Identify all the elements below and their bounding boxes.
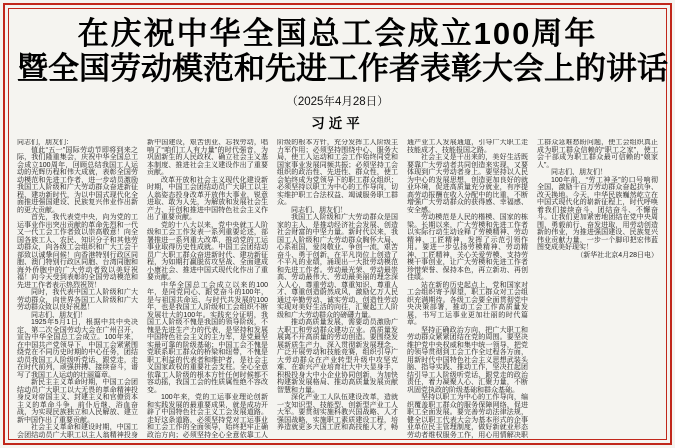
wire-credit: （新华社北京4月28日电）: [576, 251, 658, 259]
body-paragraph: 社会主义是干出来的，美好生活既要靠广大劳动者共同创造来实现，又要体现到广大劳动者身上。要坚持以人民为中心的发展思想，创造更加良好的就业环境，促进高质量充分就业，有序提高劳动报酬在收入分配中的比重，不断增强广大劳动群众的获得感、幸福感、安全感。: [407, 154, 528, 214]
body-paragraph: 坚持正确政治方向，把广大职工和劳动群众紧紧团结在党的周围。要坚决维护党中央权威和集中统一领导，把党的领导贯彻到工会工作全过程各方面，用新时代中国特色社会主义思想武装头脑、指导实践、推动工作，坚决扛起团结引导工人阶级听党话、跟党走的政治责任，着力凝聚人心、汇聚力量，不断巩固党执政的阶级基础和群众基础。: [407, 326, 528, 394]
body-paragraph: 首先，我代表党中央，向为党的工运事业作出突出贡献的革命先烈和一代又一代工会工作者致以崇高敬意！向全国各族工人、农民、知识分子和其他劳动群众，向各级工会组织和广大工会干部致以诚挚问候！向香港特别行政区同胞、澳门特别行政区同胞、台湾同胞和海外侨胞中的广大劳动者致以美好祝福！向今天受到表彰的全国劳动模范和先进工作者表示热烈祝贺！: [17, 214, 138, 289]
body-paragraph: 中华全国总工会成立以来的100年，是同党同心、跟党奋斗的100年，是与祖国共命运、与时代共发展的100年，也是我国工人阶级和工会组织不断发展壮大的100年。实践充分证明，我国工人阶级不愧是我国的领导阶级，不愧是先进生产力的代表，是坚持和发展中国特色社会主义的主力军，是党最坚实最可靠的阶级基础；中国工会不愧是党联系职工群众的桥梁和纽带，不愧是职工利益的代表者和维护者，是社会主义国家政权的重要社会支柱。全心全意依靠工人阶级的根本方针任何时候都不容动摇，我国工会的性质属性绝不容改变。: [147, 281, 268, 394]
article-body: [17, 139, 658, 444]
body-paragraph: 同志们，朋友们：: [17, 139, 73, 147]
title-line-1: 在庆祝中华全国总工会成立100周年: [77, 16, 598, 51]
body-paragraph: 站在新的历史起点上，党和国家对工会组织寄予厚望，职工群众对工会组织充满期待。各级工会要全面贯彻党中央决策部署，推动工会工作高质量发展，书写工运事业更加壮丽的时代篇章。: [407, 281, 528, 327]
body-paragraph: 同志们、朋友们！: [31, 311, 87, 319]
body-paragraph: 深化产业工人队伍建设改革，造就一支知识型、技能型、创新型产业工人大军。要贯彻实施科教兴国战略、人才强国战略，实施职工素质建设工程，培养造就更多大国工匠和高技能人才，畅通产业工人发展通道，引导广大职工走技能成才、技能报国之路。: [277, 139, 528, 432]
author-byline: 习近平: [311, 116, 364, 132]
page-title: [17, 16, 668, 86]
body-paragraph: 同志们、朋友们！: [551, 169, 607, 177]
body-paragraph: 值此“五一”国际劳动节即将到来之际，我们隆重集会，庆祝中华全国总工会成立100周年，回顾总结我国工人运动的光辉历程和伟大成就，表彰全国劳动模范和先进工作者，进一步动员激励我国工人阶级和广大劳动群众奋进新征程、建功新时代，为以中国式现代化全面推进强国建设、民族复兴伟业作出新的更大贡献。: [17, 146, 138, 214]
body-paragraph: 100年前，“劳工神圣”的口号响彻全国，激励千百万劳动群众奋起抗争、改天换地。今天，中华民族巍然屹立在中国式现代化的崭新征程上，时代呼唤着我们接续奋斗、团结奋斗、不懈奋斗。让我们更加紧密地团结在党中央周围，勇毅前行、奋发进取，用劳动创造新的伟业，为推进强国建设、民族复兴伟业贡献力量，一步一个脚印把宏伟蓝图变成美好现实！: [537, 176, 658, 252]
dateline: （2025年4月28日）: [286, 96, 389, 109]
body-paragraph: 新民主主义革命时期，中国工会团结动员广大职工以大无畏的革命精神投身反对帝国主义、封建主义和官僚资本主义的革命斗争，前仆后继、浴血奋战，为实现民族独立和人民解放、建立新中国作出了重要贡献。: [17, 379, 138, 424]
body-paragraph: 社会主义革命和建设时期，中国工会团结动员广大职工以主人翁精神投身新中国建设，艰苦创业、忘我劳动，唱响了“咱们工人有力量”的时代强音，为巩固新生的人民政权、确立社会主义基本制度、推进社会主义建设作出了重要贡献。: [17, 139, 268, 439]
body-paragraph: 党的十八大以来，党中央就工人阶级和工会工作发表一系列重要论述，部署推进一系列重大改革，推动党的工运事业取得历史性成就。中国工会团结动员广大职工群众奋进新时代、建功新征程，为如期打赢脱贫攻坚战、全面建成小康社会、推进中国式现代化作出了重要贡献。: [147, 221, 268, 282]
page-content: [11, 11, 668, 439]
body-paragraph: 同志们、朋友们！: [291, 206, 347, 214]
body-paragraph: 同时，我代表中国工人阶级和广大劳动群众，向世界各国工人阶级和广大劳动群众致以良好祝愿！: [17, 289, 138, 312]
body-paragraph: 我国工人阶级和广大劳动群众是国家的主人，是推动经济社会发展、创造社会财富的中坚力量。新时代以来，我国工人阶级和广大劳动群众胸怀大局、心系祖国，爱岗敬业、争创一流，艰苦奋斗、勇于创新，在平凡岗位上创造了不平凡的业绩，涌现出一大批劳动模范和先进工作者。劳动最光荣、劳动最崇高、劳动最伟大、劳动最美丽的理念深入人心，尊重劳动、尊重知识、尊重人才、尊重创造蔚然成风，激励亿万人民通过辛勤劳动、诚实劳动、创造性劳动实现对美好生活的向往，汇聚起工人阶级和广大劳动群众的磅礴力量。: [277, 214, 398, 319]
body-paragraph: 坚持以职工为中心的工作导向，编织覆盖职工群众的服务保障网络，促进职工全面发展。要完善劳动法律法规，健全以职工代表大会为基本形式的企事业单位民主管理制度，做好新就业形态劳动者维权服务工作，用心用情解决职工群众急难愁盼问题，使工会组织真正成为职工群众信赖的“职工之家”，使工会干部成为职工群众最可信赖的“娘家人”。: [407, 139, 658, 439]
body-paragraph: 劳动模范是人民的楷模、国家的栋梁。长期以来，广大劳模和先进工作者以实际行动生动诠释了劳模精神、劳动精神、工匠精神，发挥了示范引领作用。要进一步弘扬劳模精神、劳动精神、工匠精神，关心关爱劳模、支持劳模干事创业，让广大劳模和先进工作者珍惜荣誉、保持本色，再立新功、再创佳绩。: [407, 214, 528, 282]
body-paragraph: 推动高质量发展，需要动员激励广大职工和劳动群众建功立业。高质量发展离不开高质量的劳动创造。要围绕发展新质生产力，深入贯彻新发展理念，广泛开展劳动和技能竞赛，组织引导广大劳动群众在产业转型升级中攻坚克难、在新兴产业培育壮大中大显身手，积极投身大中小企业协同创新，为加快构建新发展格局、推动高质量发展贡献智慧和力量。: [277, 319, 398, 394]
body-paragraph: 改革开放和社会主义现代化建设新时期，中国工会团结动员广大职工以主人翁姿态投身改革开放伟大事业，锐意进取、敢为人先，为解放和发展社会生产力、开创和推进中国特色社会主义作出了重要贡献。: [147, 176, 268, 222]
body-paragraph: 1925年5月1日，根据中共中央决定，第二次全国劳动大会在广州召开，宣告中华全国总工会成立。100年来，在中国共产党领导下，中国工会紧紧围绕党在不同历史时期的中心任务，团结动员我国工人阶级听党话、跟党走，走在时代前列，顽强拼搏、接续奋斗，谱写了我国工人运动的壮丽篇章。: [17, 319, 138, 379]
title-line-2: 暨全国劳动模范和先进工作者表彰大会上的讲话: [17, 50, 668, 86]
body-paragraph: 100年来，党的工运事业理论创新和实践发展的最重要成果，就是成功开辟了中国特色社会主义工会发展道路。走好这条道路，必须坚持党对工运事业和工会工作的全面领导，始终把牢正确政治方向；必须坚持全心全意依靠工人阶级的根本方针，充分发挥工人阶级主力军作用；必须坚持围绕中心、服务大局，使工人运动和工会工作始终同党和国家事业发展同频共振；必须坚持工会组织的政治性、先进性、群众性，使工会始终成为党领导下的职工群众组织；必须坚持以职工为中心的工作导向，切实维护职工合法权益、竭诚服务职工群众。: [147, 139, 398, 439]
